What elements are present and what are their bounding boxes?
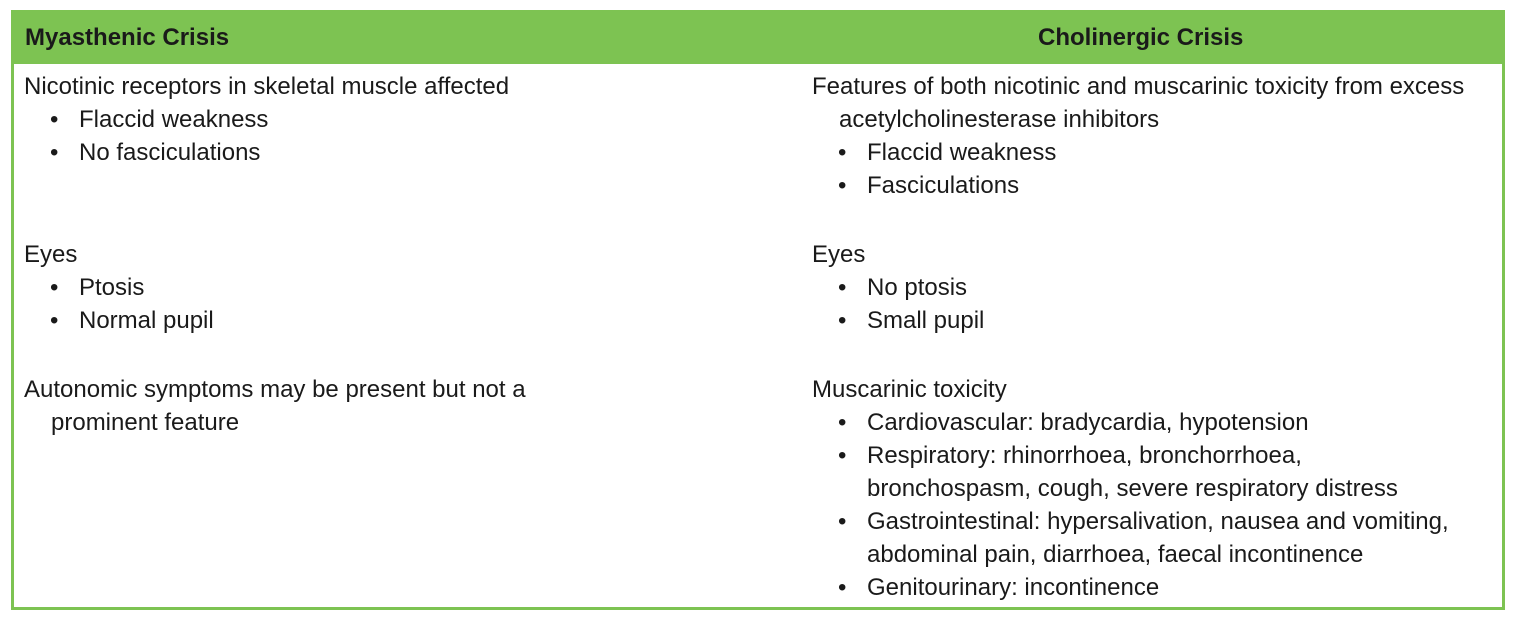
list-item: • Small pupil bbox=[812, 304, 1502, 337]
nicotinic-heading: Nicotinic receptors in skeletal muscle affected bbox=[24, 73, 510, 100]
cholinergic-column bbox=[812, 70, 1502, 604]
list-item: • Ptosis bbox=[24, 271, 794, 304]
bullet-icon: • bbox=[838, 139, 847, 166]
list-item: • Gastrointestinal: hypersalivation, nausea and vomiting, abdominal pain, diarrhoea, faecal incontinence bbox=[812, 505, 1507, 571]
bullet-icon: • bbox=[50, 274, 59, 301]
bullet-icon: • bbox=[838, 442, 847, 469]
bullet-icon: • bbox=[838, 307, 847, 334]
eyes-list-right bbox=[812, 271, 1502, 337]
header-myasthenic-crisis: Myasthenic Crisis bbox=[25, 24, 230, 51]
bullet-icon: • bbox=[838, 172, 847, 199]
bullet-icon: • bbox=[50, 307, 59, 334]
features-list bbox=[812, 136, 1502, 202]
table-header bbox=[14, 13, 1502, 64]
eyes-heading-right: Eyes bbox=[812, 241, 866, 268]
list-item: • Flaccid weakness bbox=[24, 103, 794, 136]
list-item: • Respiratory: rhinorrhoea, bronchorrhoea, bronchospasm, cough, severe respiratory distress bbox=[812, 439, 1427, 505]
myasthenic-column bbox=[24, 70, 794, 439]
eyes-heading-left: Eyes bbox=[24, 241, 78, 268]
bullet-icon: • bbox=[50, 106, 59, 133]
bullet-icon: • bbox=[838, 274, 847, 301]
bullet-icon: • bbox=[838, 574, 847, 601]
autonomic-text: Autonomic symptoms may be present but not a prominent feature bbox=[24, 376, 526, 436]
list-item: • No fasciculations bbox=[24, 136, 794, 169]
bullet-icon: • bbox=[838, 409, 847, 436]
list-item: • No ptosis bbox=[812, 271, 1502, 304]
header-cholinergic-crisis: Cholinergic Crisis bbox=[1038, 24, 1244, 51]
list-item: • Cardiovascular: bradycardia, hypotension bbox=[812, 406, 1502, 439]
bullet-icon: • bbox=[50, 139, 59, 166]
list-item: • Fasciculations bbox=[812, 169, 1502, 202]
list-item: • Genitourinary: incontinence bbox=[812, 571, 1502, 604]
muscarinic-heading: Muscarinic toxicity bbox=[812, 376, 1007, 403]
nicotinic-list bbox=[24, 103, 794, 169]
muscarinic-list bbox=[812, 406, 1502, 604]
list-item: • Flaccid weakness bbox=[812, 136, 1502, 169]
eyes-list-left bbox=[24, 271, 794, 337]
bullet-icon: • bbox=[838, 508, 847, 535]
features-heading: Features of both nicotinic and muscarinic toxicity from excess acetylcholinesterase inhibitors bbox=[812, 73, 1465, 133]
comparison-table bbox=[11, 10, 1505, 610]
list-item: • Normal pupil bbox=[24, 304, 794, 337]
